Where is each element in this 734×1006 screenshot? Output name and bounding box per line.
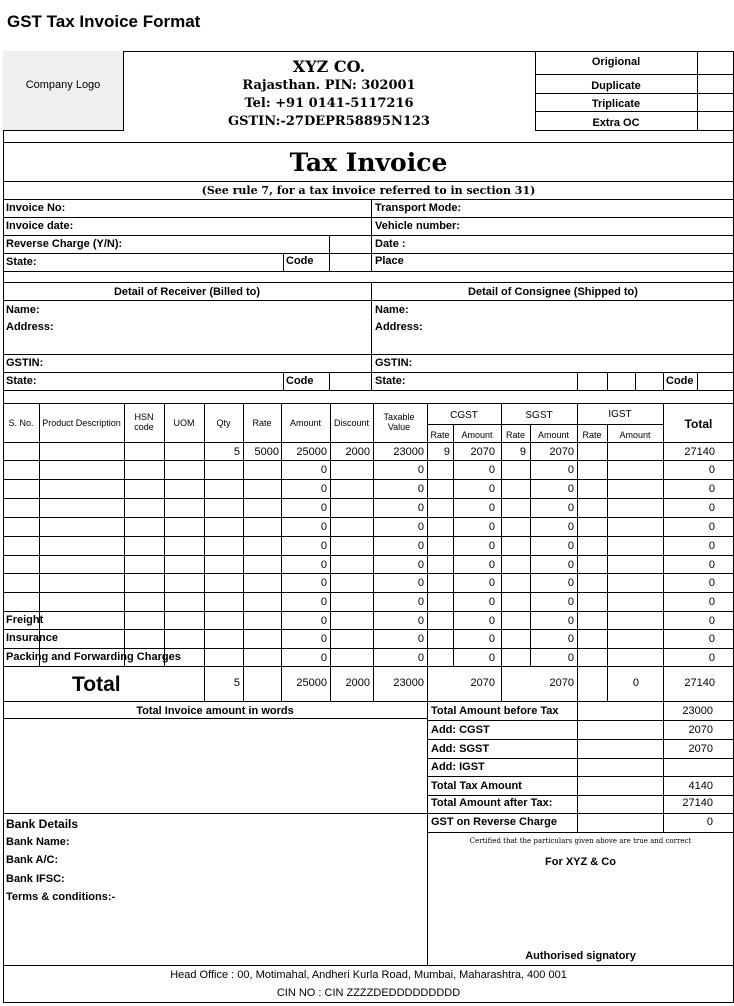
summary-label: Total Amount after Tax: [431,797,553,809]
cell-total: 0 [708,483,715,495]
bank-name-label: Bank Name: [6,836,70,848]
cell-total: 0 [708,464,715,476]
cell-sgst-amt: 0 [567,596,574,608]
cell-sgst-amt: 0 [567,577,574,589]
state-code-label: Code [286,255,314,267]
bank-details-title: Bank Details [6,817,79,831]
col-sno-header: S. No. [8,418,34,428]
total-qty: 5 [233,677,240,689]
cell-cgst-amt: 0 [488,502,495,514]
for-company-text: For XYZ & Co [545,856,616,868]
total-discount: 2000 [345,677,370,689]
cell-taxable: 0 [417,521,424,533]
charge-cell-sgst-amt: 0 [567,652,574,664]
sgst-amount-header: Amount [537,430,570,440]
reverse-charge-label: Reverse Charge (Y/N): [6,238,123,250]
cell-sgst-amt: 0 [567,540,574,552]
col-uom-header: UOM [173,418,195,428]
cell-total: 0 [708,577,715,589]
consignee-title: Detail of Consignee (Shipped to) [468,286,638,298]
summary-label: Total Tax Amount [431,780,522,792]
summary-value: 27140 [682,797,713,809]
igst-amount-header: Amount [619,430,651,440]
rule-note: (See rule 7, for a tax invoice referred to in section 31) [201,184,536,197]
col-discount-header: Discount [333,418,369,428]
consignee-address-label: Address: [375,321,423,333]
page-title: GST Tax Invoice Format [7,12,201,31]
consignee-name-label: Name: [375,304,409,316]
charge-cell-taxable: 0 [417,633,424,645]
col-desc-header: Product Description [42,418,121,428]
insurance-label: Insurance [6,632,58,644]
certification-text: Certified that the particulars given above are true and correct [469,837,692,845]
terms-label: Terms & conditions:- [6,891,116,903]
summary-label: Total Amount before Tax [431,705,559,717]
cell-total: 0 [708,521,715,533]
cell-sgst-amt: 0 [567,483,574,495]
copies-grid [535,51,734,131]
copy-original-label: Origional [591,56,641,68]
copy-duplicate-label: Duplicate [591,80,641,92]
state-label: State: [6,256,37,268]
charge-cell-total: 0 [708,633,715,645]
authorised-signatory: Authorised signatory [525,950,636,962]
cgst-amount-header: Amount [461,430,493,440]
summary-label: Add: SGST [431,743,490,755]
col-total-header: Total [684,417,713,431]
col-rate-header: Rate [252,418,272,428]
transport-mode-label: Transport Mode: [375,202,462,214]
cgst-rate-header: Rate [430,430,450,440]
cell-sgst-amt: 0 [567,521,574,533]
vehicle-number-label: Vehicle number: [375,220,460,232]
charge-cell-amount: 0 [320,633,327,645]
total-amount: 25000 [296,677,327,689]
cell-cgst-amt: 0 [488,521,495,533]
company-logo-placeholder: Company Logo [25,79,101,91]
total-taxable: 23000 [393,677,424,689]
col-hsn-header: HSN code [134,412,154,433]
cell-qty: 5 [233,446,240,458]
cell-sgst-rate: 9 [519,446,526,458]
cell-cgst-amt: 0 [488,577,495,589]
company-name: XYZ CO. [292,57,366,76]
total-grand: 27140 [684,677,715,689]
cell-amount: 25000 [296,446,327,458]
charge-cell-total: 0 [708,652,715,664]
cell-amount: 0 [320,464,327,476]
cell-taxable: 23000 [393,446,424,458]
charge-cell-amount: 0 [320,615,327,627]
cell-sgst-amt: 0 [567,464,574,476]
charge-cell-amount: 0 [320,652,327,664]
packing-label: Packing and Forwarding Charges [6,651,181,663]
cell-total: 0 [708,502,715,514]
col-cgst-header: CGST [450,410,478,421]
company-gstin: GSTIN:-27DEPR58895N123 [228,114,430,129]
charge-cell-sgst-amt: 0 [567,633,574,645]
cell-discount: 2000 [345,446,370,458]
cell-amount: 0 [320,577,327,589]
copy-extra-label: Extra OC [592,117,640,129]
cell-sgst-amt: 0 [567,559,574,571]
igst-rate-header: Rate [582,430,602,440]
total-sgst: 2070 [549,677,574,689]
receiver-title: Detail of Receiver (Billed to) [113,286,261,298]
cell-amount: 0 [320,559,327,571]
consignee-state-label: State: [375,375,406,387]
total-row-label: Total [72,673,121,696]
col-igst-header: IGST [608,409,632,420]
cell-total: 0 [708,596,715,608]
summary-value: 4140 [688,780,713,792]
charge-cell-cgst-amt: 0 [488,652,495,664]
col-amount-header: Amount [289,418,322,428]
cell-cgst-amt: 0 [488,540,495,552]
charge-cell-cgst-amt: 0 [488,615,495,627]
invoice-no-label: Invoice No: [6,202,66,214]
head-office-address: Head Office : 00, Motimahal, Andheri Kurla Road, Mumbai, Maharashtra, 400 001 [170,969,567,981]
sgst-rate-header: Rate [505,430,525,440]
total-igst: 0 [632,677,639,689]
copy-triplicate-label: Triplicate [591,98,641,110]
invoice-date-label: Invoice date: [6,220,74,232]
summary-value: 2070 [688,724,713,736]
cell-taxable: 0 [417,577,424,589]
cell-cgst-amt: 0 [488,464,495,476]
summary-label: GST on Reverse Charge [431,816,557,828]
bank-ifsc-label: Bank IFSC: [6,873,65,885]
company-address: Rajasthan. PIN: 302001 [242,78,416,93]
bank-ac-label: Bank A/C: [6,854,59,866]
cell-cgst-amt: 0 [488,596,495,608]
cell-amount: 0 [320,521,327,533]
receiver-code-label: Code [286,375,314,387]
col-sgst-header: SGST [525,410,553,421]
company-tel: Tel: +91 0141-5117216 [244,96,414,111]
cell-taxable: 0 [417,502,424,514]
cell-amount: 0 [320,596,327,608]
cell-cgst-amt: 2070 [470,446,495,458]
amount-in-words-title: Total Invoice amount in words [136,705,294,717]
date-label: Date : [375,238,406,250]
cell-rate: 5000 [254,446,279,458]
col-taxable-header: Taxable Value [383,412,415,433]
cell-taxable: 0 [417,540,424,552]
charge-cell-taxable: 0 [417,652,424,664]
cell-cgst-amt: 0 [488,559,495,571]
cell-cgst-amt: 0 [488,483,495,495]
consignee-gstin-label: GSTIN: [375,357,413,369]
cell-taxable: 0 [417,596,424,608]
cell-amount: 0 [320,483,327,495]
col-qty-header: Qty [216,418,231,428]
summary-value: 2070 [688,743,713,755]
receiver-name-label: Name: [6,304,40,316]
receiver-address-label: Address: [6,321,54,333]
cell-total: 27140 [684,446,715,458]
consignee-code-label: Code [666,375,694,387]
freight-label: Freight [6,614,44,626]
cell-sgst-amt: 2070 [549,446,574,458]
summary-label: Add: CGST [431,724,490,736]
place-label: Place [375,255,404,267]
cell-total: 0 [708,559,715,571]
charge-cell-total: 0 [708,615,715,627]
summary-value: 0 [706,816,713,828]
cell-amount: 0 [320,540,327,552]
cell-taxable: 0 [417,464,424,476]
total-cgst: 2070 [470,677,495,689]
charge-cell-cgst-amt: 0 [488,633,495,645]
receiver-state-label: State: [6,375,37,387]
cell-sgst-amt: 0 [567,502,574,514]
charge-cell-taxable: 0 [417,615,424,627]
invoice-title: Tax Invoice [289,148,448,177]
cell-taxable: 0 [417,483,424,495]
receiver-gstin-label: GSTIN: [6,357,44,369]
cell-cgst-rate: 9 [443,446,450,458]
charge-cell-sgst-amt: 0 [567,615,574,627]
logo-box [3,51,124,131]
summary-label: Add: IGST [431,761,485,773]
cell-total: 0 [708,540,715,552]
cell-taxable: 0 [417,559,424,571]
cin-number: CIN NO : CIN ZZZZDEDDDDDDDDD [276,987,461,999]
cell-amount: 0 [320,502,327,514]
summary-value: 23000 [682,705,713,717]
